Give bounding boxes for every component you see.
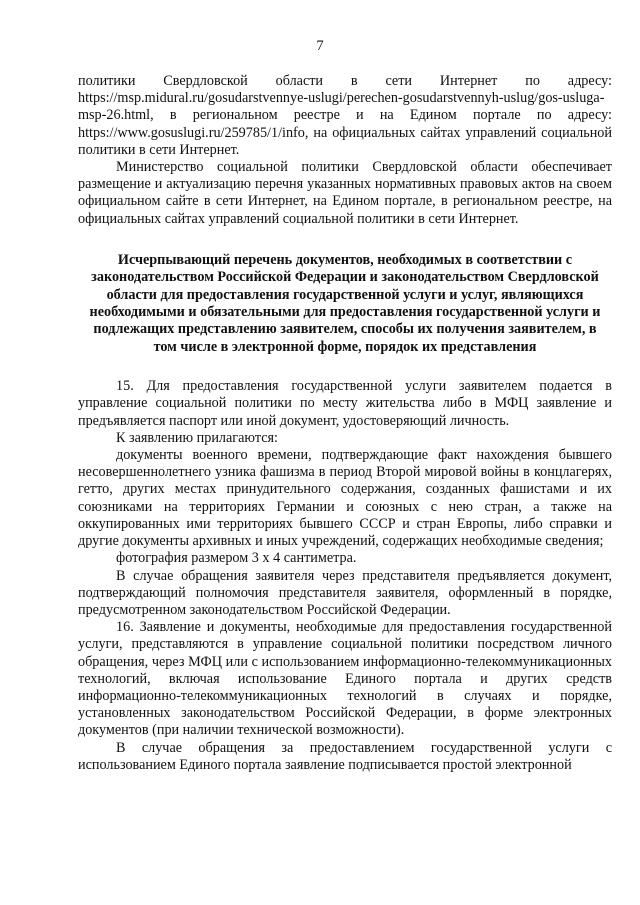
paragraph-attachments-intro: К заявлению прилагаются: <box>116 429 278 446</box>
paragraph-photo: фотография размером 3 x 4 сантиметра. <box>116 550 357 567</box>
page-number: 7 <box>316 38 324 54</box>
document-body <box>78 73 612 774</box>
section-heading: Исчерпывающий перечень документов, необходимых в соответствии с законодательством Российской Федерации и законодательством Свердловской области для предоставления государственной услуги и услуг, являющихся необходимыми и обязательными для предоставления государственной услуги и подлежащих представлению заявителем, способы их получения заявителем, в том числе в электронной форме, порядок их представления <box>89 251 601 355</box>
paragraph-ministry-publication: Министерство социальной политики Свердловской области обеспечивает размещение и актуализацию перечня указанных нормативных правовых актов на своем официальном сайте в сети Интернет, на Едином портале, в региональном реестре, на официальных сайтах управлений социальной политики в сети Интернет. <box>78 159 612 227</box>
paragraph-wartime-documents: документы военного времени, подтверждающие факт нахождения бывшего несовершеннолетнего узника фашизма в период Второй мировой войны в концлагерях, гетто, других местах принудительного содержания, созданных фашистами и их союзниками на территориях Германии и союзных с нею стран, а также на оккупированных ими территориях бывшего СССР и стран Европы, либо справки и другие документы архивных и иных учреждений, содержащих необходимые сведения; <box>78 447 612 550</box>
paragraph-16: 16. Заявление и документы, необходимые для предоставления государственной услуги, представляются в управление социальной политики посредством личного обращения, через МФЦ или с использованием информационно-телекоммуникационных технологий, включая использование Единого портала и других средств информационно-телекоммуникационных технологий в случаях и порядке, установленных законодательством Российской Федерации, в форме электронных документов (при наличии технической возможности). <box>78 619 612 739</box>
paragraph-15: 15. Для предоставления государственной услуги заявителем подается в управление социальной политики по месту жительства либо в МФЦ заявление и предъявляется паспорт или иной документ, удостоверяющий личность. <box>78 378 612 429</box>
paragraph-unified-portal: В случае обращения за предоставлением государственной услуги с использованием Единого портала заявление подписывается простой электронной <box>78 739 612 773</box>
paragraph-continuation: политики Свердловской области в сети Интернет по адресу: https://msp.midural.ru/gosudarstvennye-uslugi/perechen-gosudarstvennyh-uslug/gos-usluga-msp-26.html, в региональном реестре и на Едином портале по адресу: https://www.gosuslugi.ru/259785/1/info, на официальных сайтах управлений социальной политики в сети Интернет. <box>78 73 612 158</box>
paragraph-representative: В случае обращения заявителя через представителя предъявляется документ, подтверждающий полномочия представителя заявителя, оформленный в порядке, предусмотренном законодательством Российской Федерации. <box>78 567 612 618</box>
